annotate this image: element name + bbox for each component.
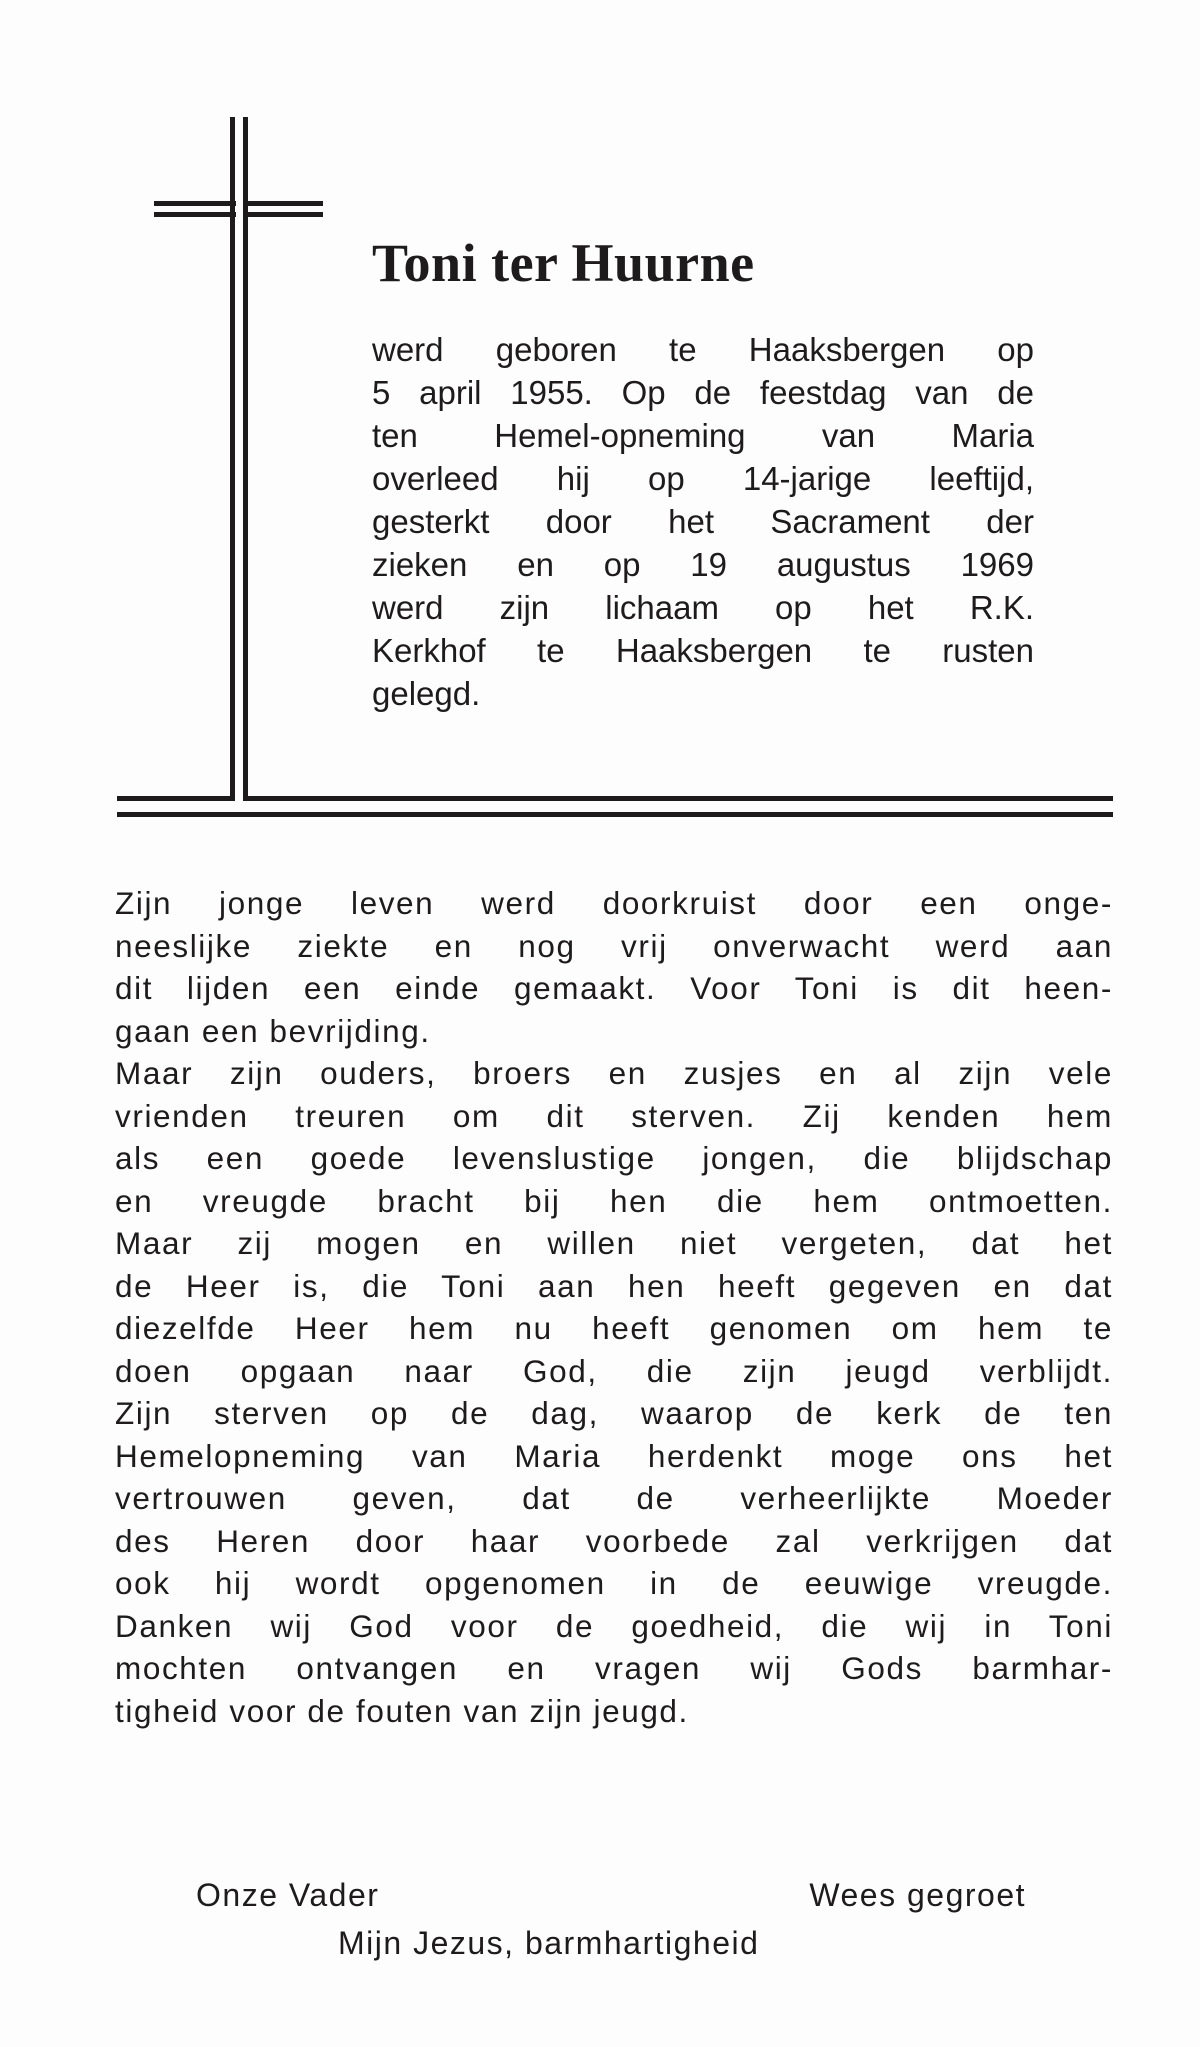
text-line: Zijn jonge leven werd doorkruist door een onge- [115,885,1113,921]
prayer-left: Onze Vader [196,1877,380,1913]
text-line: dit lijden een einde gemaakt. Voor Toni is dit heen- [115,970,1113,1006]
rule-top-right [243,796,1113,801]
text-line: ook hij wordt opgenomen in de eeuwige vreugde. [115,1565,1113,1601]
prayer-center: Mijn Jezus, barmhartigheid [338,1925,760,1961]
intro-text [372,328,1034,715]
text-line: overleed hij op 14-jarige leeftijd, [372,460,1034,497]
text-line: zieken en op 19 augustus 1969 [372,546,1034,583]
text-line: gelegd. [372,675,481,712]
deceased-name: Toni ter Huurne [372,233,755,293]
rule-top [117,796,235,801]
text-line: de Heer is, die Toni aan hen heeft gegeven en dat [115,1267,1113,1304]
text-line: diezelfde Heer hem nu heeft genomen om hem te [115,1310,1113,1346]
text-line: des Heren door haar voorbede zal verkrijgen dat [115,1522,1113,1559]
text-line: 5 april 1955. Op de feestdag van de [372,374,1034,411]
text-line: Maar zij mogen en willen niet vergeten, dat het [115,1225,1113,1261]
rule-bottom [117,812,1113,817]
text-line: en vreugde bracht bij hen die hem ontmoetten. [115,1182,1113,1219]
text-line: Hemelopneming van Maria herdenkt moge ons het [115,1437,1113,1474]
text-line: neeslijke ziekte en nog vrij onverwacht werd aan [115,927,1113,964]
main-text [115,882,1113,1732]
text-line: vrienden treuren om dit sterven. Zij kenden hem [115,1097,1113,1134]
text-line: Kerkhof te Haaksbergen te rusten [372,632,1034,669]
text-line: doen opgaan naar God, die zijn jeugd verblijdt. [115,1352,1113,1389]
text-line: Zijn sterven op de dag, waarop de kerk de ten [115,1395,1113,1431]
text-line: als een goede levenslustige jongen, die blijdschap [115,1140,1113,1176]
text-line: mochten ontvangen en vragen wij Gods barmhar- [115,1650,1113,1686]
text-line: werd zijn lichaam op het R.K. [372,589,1034,626]
prayer-right: Wees gegroet [809,1877,1026,1913]
text-line: gaan een bevrijding. [115,1012,431,1049]
text-line: Maar zijn ouders, broers en zusjes en al zijn vele [115,1055,1113,1091]
text-line: werd geboren te Haaksbergen op [372,331,1034,368]
text-line: vertrouwen geven, dat de verheerlijkte Moeder [115,1480,1113,1516]
text-line: gesterkt door het Sacrament der [372,503,1034,540]
text-line: ten Hemel-opneming van Maria [372,417,1034,454]
text-line: Danken wij God voor de goedheid, die wij in Toni [115,1607,1113,1644]
text-line: tigheid voor de fouten van zijn jeugd. [115,1692,689,1729]
